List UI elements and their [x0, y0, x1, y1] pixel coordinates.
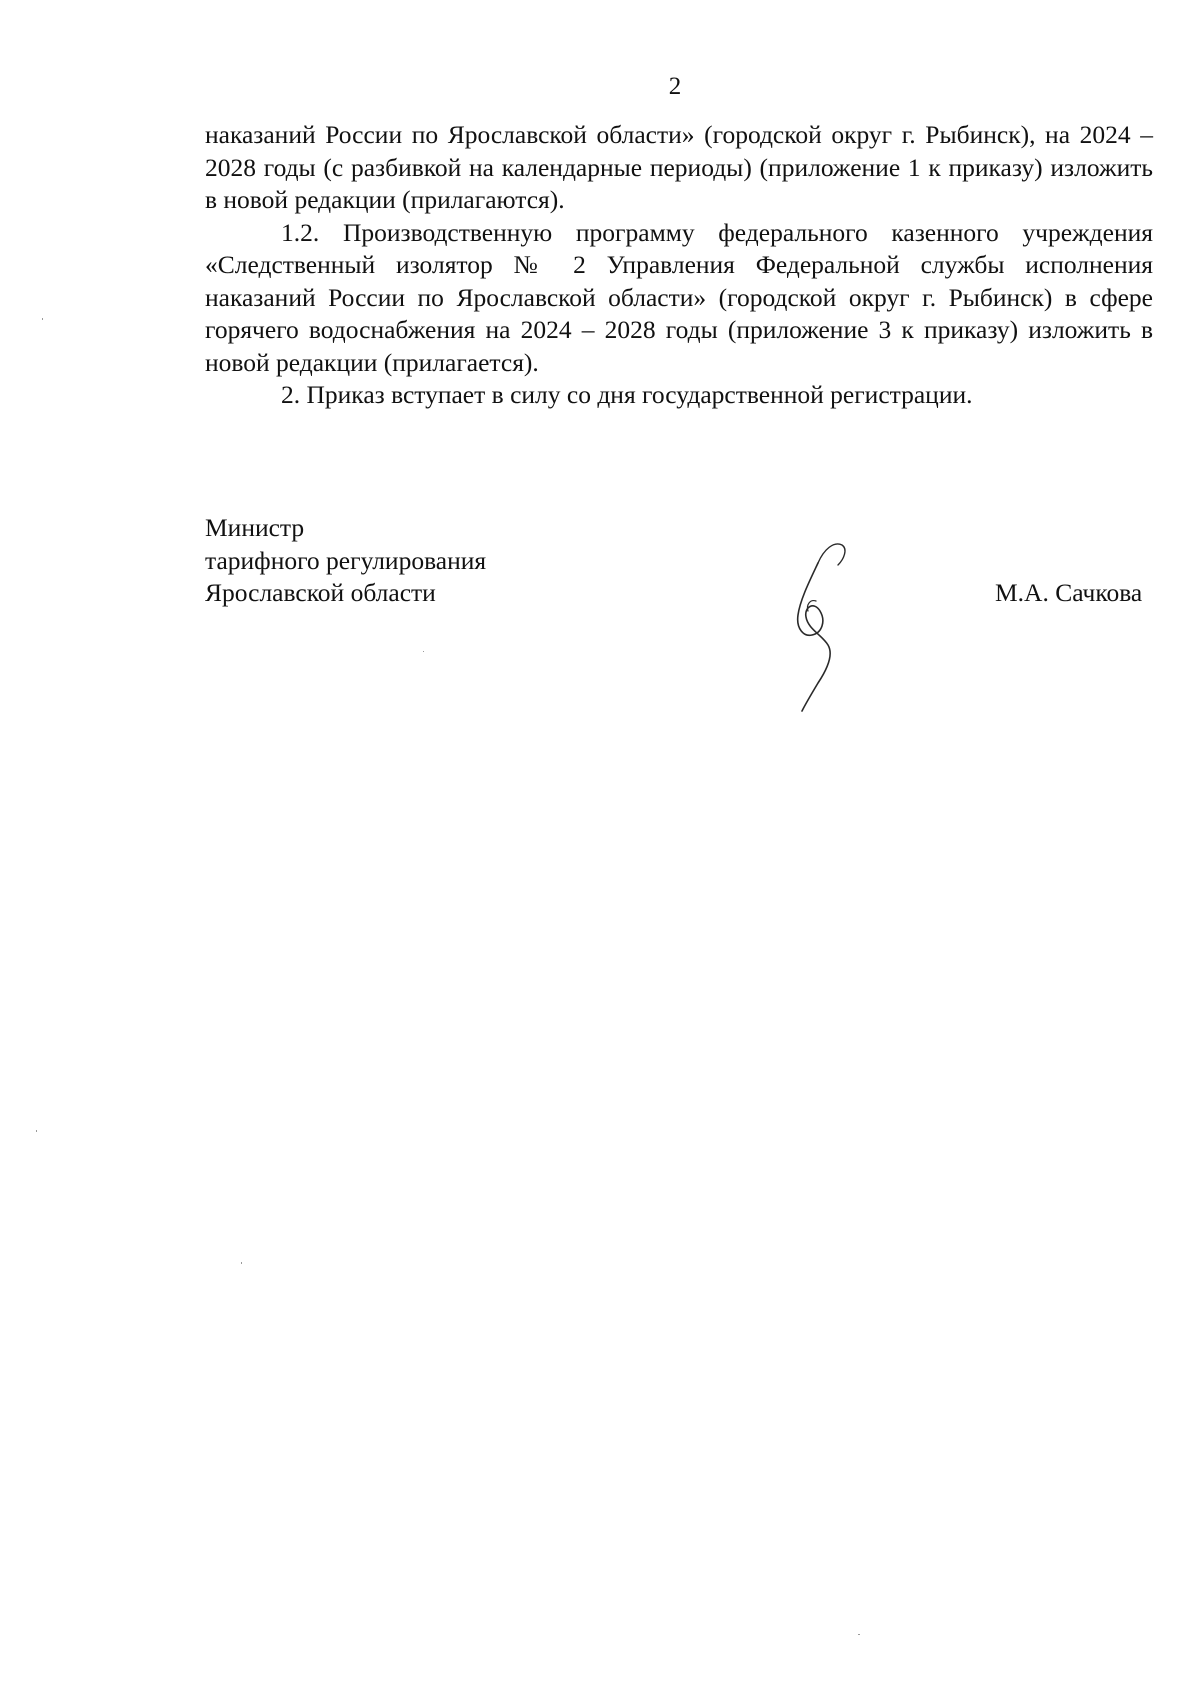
scan-speck: [42, 318, 43, 320]
signer-name: М.А. Сачкова: [995, 578, 1143, 607]
paragraph-item-1-2: 1.2. Производственную программу федерального казенного учреждения «Следственный изолятор № 2 Управления Федеральной службы исполнения наказаний России по Ярославской области» (городской округ г. Рыбинск) в сфере горячего водоснабжения на 2024 – 2028 годы (приложение 3 к приказу) изложить в новой редакции (прилагается).: [205, 217, 1153, 377]
scan-speck: [36, 1130, 37, 1132]
handwritten-signature: [770, 525, 880, 715]
scan-speck: [858, 1634, 860, 1635]
paragraph-continuation: наказаний России по Ярославской области» (городской округ г. Рыбинск), на 2024 – 2028 годы (с разбивкой на календарные периоды) (приложение 1 к приказу) изложить в новой редакции (прилагаются).: [205, 120, 1153, 214]
signer-position-line: Министр: [205, 513, 305, 542]
signer-position-line: Ярославской области: [205, 578, 436, 607]
scan-speck: [423, 651, 424, 652]
signer-position: [205, 512, 486, 610]
page-number: 2: [668, 73, 682, 100]
scan-speck: [241, 1262, 242, 1264]
paragraph-item-2: 2. Приказ вступает в силу со дня государственной регистрации.: [281, 380, 973, 409]
signer-position-line: тарифного регулирования: [205, 545, 487, 575]
document-body: [205, 119, 1153, 412]
